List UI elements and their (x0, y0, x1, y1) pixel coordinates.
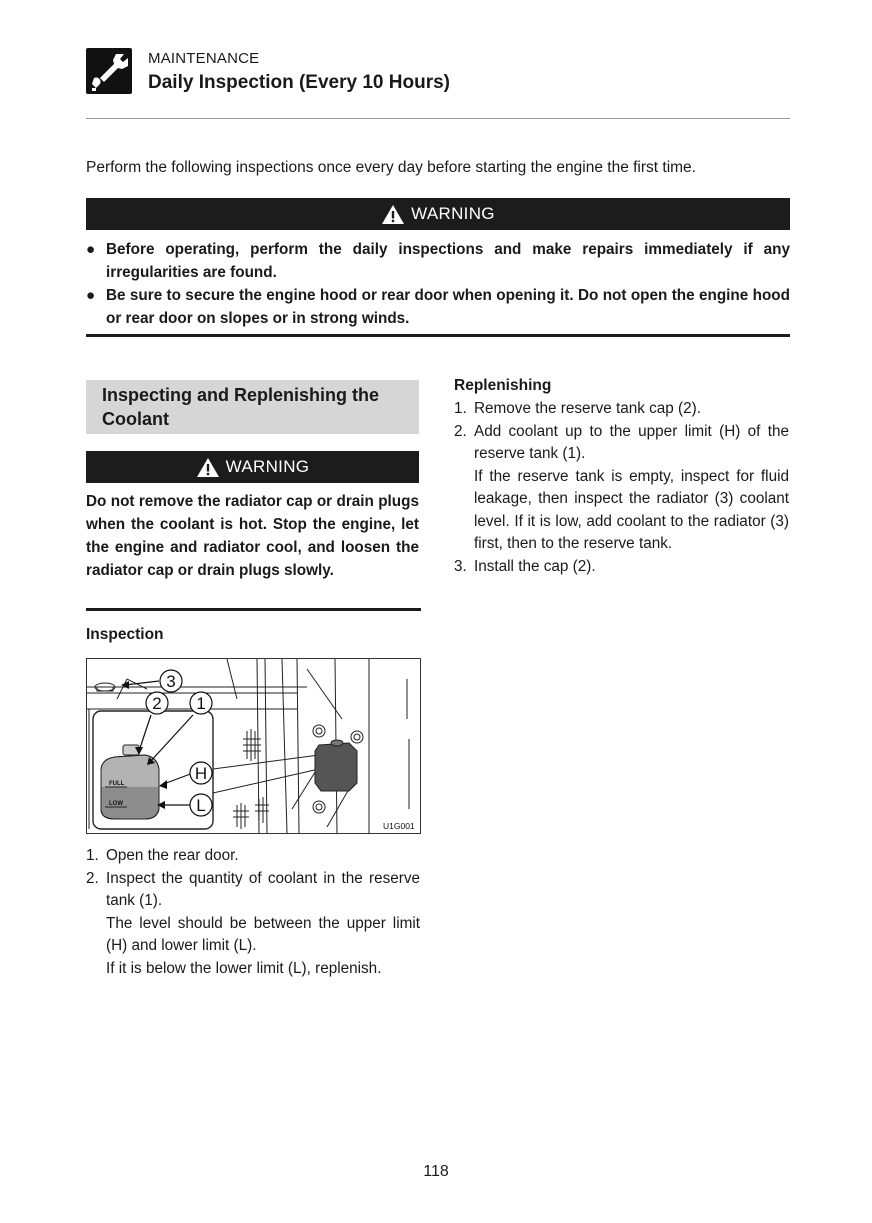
section-heading: Inspecting and Replenishing the Coolant (86, 380, 419, 434)
intro-text: Perform the following inspections once every day before starting the engine the first time. (86, 159, 696, 176)
warning-label: WARNING (225, 457, 310, 476)
coolant-reserve-tank-figure (86, 658, 421, 834)
warning-item: ● Be sure to secure the engine hood or rear door when opening it. Do not open the engine hood or rear door on slopes or in strong winds. (86, 284, 790, 330)
callout-2: 2 (152, 694, 162, 713)
tank-low-label: LOW (109, 801, 123, 807)
coolant-warning-text: Do not remove the radiator cap or drain plugs when the coolant is hot. Stop the engine, let the engine and radiator cool, and loosen the radiator cap or drain plugs slowly. (86, 493, 419, 579)
inspection-step: 2. Inspect the quantity of coolant in the reserve tank (1). The level should be between the upper limit (H) and lower limit (L). If it is below the lower limit (L), replenish. (86, 869, 420, 977)
callout-1: 1 (196, 694, 206, 713)
step-note: If it is below the lower limit (L), replenish. (106, 959, 382, 977)
coolant-warning-banner (86, 451, 419, 483)
warning-triangle-icon (196, 457, 220, 478)
inspection-heading: Inspection (86, 626, 164, 643)
figure-code: U1G001 (383, 821, 415, 831)
step-note: If the reserve tank is empty, inspect for fluid leakage, then inspect the radiator (3) coolant level. If it is low, add coolant to the radiator (3) first, then to the reserve tank. (474, 467, 789, 552)
tank-full-label: FULL (109, 781, 125, 787)
inspection-steps (86, 845, 420, 980)
warning-divider (86, 334, 790, 337)
warning-triangle-icon (381, 204, 405, 225)
callout-3: 3 (166, 672, 176, 691)
step-note: The level should be between the upper limit (H) and lower limit (L). (106, 914, 420, 954)
callout-l: L (196, 796, 206, 815)
page-title: Daily Inspection (Every 10 Hours) (148, 72, 450, 93)
header-divider (86, 118, 790, 119)
bullet: ● (86, 241, 96, 258)
callout-h: H (194, 764, 208, 783)
replenishing-steps (454, 398, 789, 578)
inspection-step: 1. Open the rear door. (86, 847, 239, 864)
bullet: ● (86, 287, 96, 304)
replenishing-step: 3. Install the cap (2). (454, 557, 596, 575)
replenishing-step: 1. Remove the reserve tank cap (2). (454, 400, 702, 417)
warning-banner (86, 198, 790, 230)
page-number: 118 (423, 1163, 449, 1180)
warning-list (86, 238, 790, 330)
replenishing-step: 2. Add coolant up to the upper limit (H) of the reserve tank (1). If the reserve tank is empty, inspect for fluid leakage, then inspect the radiator (3) coolant level. If it is low, add coolant to the radiator (3) first, then to the reserve tank. (454, 422, 789, 552)
coolant-warning-divider (86, 608, 421, 611)
section-label: MAINTENANCE (148, 50, 260, 67)
replenishing-heading: Replenishing (454, 377, 552, 394)
warning-label: WARNING (411, 204, 495, 223)
maintenance-wrench-icon (86, 48, 132, 94)
warning-item: ● Before operating, perform the daily inspections and make repairs immediately if any irregularities are found. (86, 238, 790, 284)
